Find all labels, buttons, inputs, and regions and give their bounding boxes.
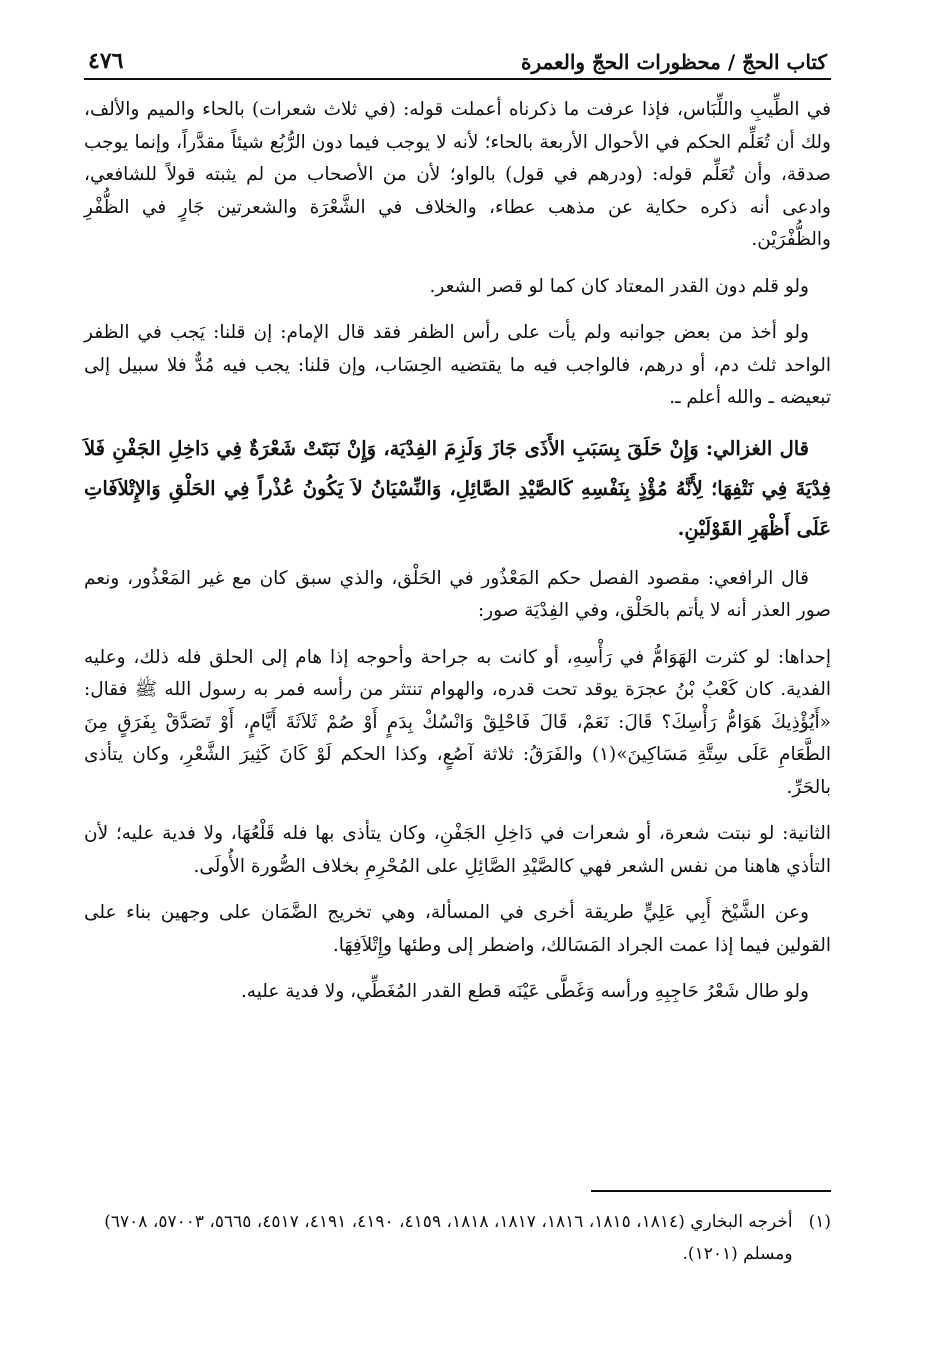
paragraph-ghazali: قال الغزالي: وَإِنْ حَلَقَ بِسَبَبِ الأَذَى جَازَ وَلَزِمَ الفِدْيَة، وَإِنْ نَبَتَتْ شَعْرَةٌ فِي دَاخِلِ الجَفْنِ فَلاَ فِدْيَةَ فِي نَتْفِهَا؛ لِأَنَّهُ مُؤْذٍ بِنَفْسِهِ كَالصَّيْدِ الصَّائِلِ، وَالنِّسْيَانُ لاَ يَكُونُ عُذْراً فِي الحَلْقِ وَالإِتْلاَفَاتِ عَلَى أَظْهَرِ القَوْلَيْنِ. [84,436,831,540]
paragraph-3: ولو أخذ من بعض جوانبه ولم يأت على رأس الظفر فقد قال الإمام: إن قلنا: يَجب في الظفر الواحد ثلث دم، أو درهم، فالواجب فيه ما يقتضيه الحِسَاب، وإن قلنا: يجب فيه مُدٌّ فلا سبيل إلى تبعيضه ـ والله أعلم ـ. [84,322,831,408]
paragraph-eyebrow: ولو طال شَعْرُ حَاجِبِهِ ورأسه وَغَطَّى عَيْنَه قطع القدر المُغَطِّي، ولا فدية عليه. [240,981,809,1002]
paragraph-abu-ali: وعن الشَّيْخ أَبِي عَلِيٍّ طريقة أخرى في المسألة، وهي تخريج الضَّمَان على وجهين بناء على القولين فيما إذا عمت الجراد المَسَالك، واضطر إلى وطئها وإِتْلاَفِهَا. [84,902,831,956]
main-text [84,94,831,1009]
running-title: كتاب الحجّ / محظورات الحجّ والعمرة [521,50,827,74]
paragraph-second-case: الثانية: لو نبتت شعرة، أو شعرات في دَاخِلِ الجَفْنِ، وكان يتأذى بها فله قَلْعُهَا، ولا فدية عليه؛ لأن التأذي هاهنا من نفس الشعر فهي كالصَّيْدِ الصَّائِلِ على المُحْرِمِ بخلاف الصُّورة الأُولَى. [84,823,831,877]
footnote-1 [84,1206,831,1270]
paragraph-2: ولو قلم دون القدر المعتاد كان كما لو قصر الشعر. [429,275,809,297]
footnote-divider [591,1190,831,1192]
page-number: ٤٧٦ [88,48,124,74]
paragraph-first-case: إحداها: لو كثرت الهَوَامُّ في رَأْسِهِ، أو كانت به جراحة وأحوجه إذا هام إلى الحلق فله ذلك، وعليه الفدية. كان كَعْبُ بْنُ عجرَة يوقد تحت قدره، والهوام تنتثر من رأسه فمر به رسول الله ﷺ فقال: «أَيُؤْذِيكَ هَوَامُّ رَأْسِكَ؟ قَالَ: نَعَمْ، قَالَ فَاحْلِقْ وَانْسُكْ بِدَمٍ أَوْ صُمْ ثَلاَثَةَ أَيَّامٍ، أَوْ تَصَدَّقْ بِفَرَقٍ مِنَ الطَّعَامِ عَلَى سِتَّةِ مَسَاكِينَ»(١) والفَرَقُ: ثلاثة آصُعٍ، وكذا الحكم لَوْ كَانَ كَثِيرَ الشَّعْرِ، وكان يتأذى بالحَرِّ. [84,646,831,798]
running-header [84,34,831,80]
paragraph-rafii: قال الرافعي: مقصود الفصل حكم المَعْذُور في الحَلْق، والذي سبق كان مع غير المَعْذُور، ونعم صور العذر أنه لا يأتم بالحَلْق، وفي الفِدْيَة صور: [84,567,831,621]
footnotes [84,1190,831,1270]
footnote-text: أخرجه البخاري (١٨١٤، ١٨١٥، ١٨١٦، ١٨١٧، ١٨١٨، ٤١٥٩، ٤١٩٠، ٤١٩١، ٤٥١٧، ٥٦٦٥، ٥٧٠٠٣، ٦٧٠٨) ومسلم (١٢٠١). [104,1212,793,1264]
paragraph-1: في الطِّيبِ واللِّبَاس، فإذا عرفت ما ذكرناه أعملت قوله: (في ثلاث شعرات) بالحاء والميم والألف، ولك أن تُعَلِّم الحكم في الأحوال الأربعة بالحاء؛ لأنه لا يوجب فيما دون الرُّبُع شيئاً مقدَّراً، وإنما يوجب صدقة، وأن تُعَلِّم قوله: (ودرهم في قول) بالواو؛ لأن من الأصحاب من لم يثبته قولاً للشافعي، وادعى أنه ذكره حكاية عن مذهب عطاء، والخلاف في الشَّعْرَة والشعرتين جَارٍ في الظُّفْرِ والظُّفْرَيْن. [84,99,831,250]
footnote-number: (١) [808,1212,831,1232]
